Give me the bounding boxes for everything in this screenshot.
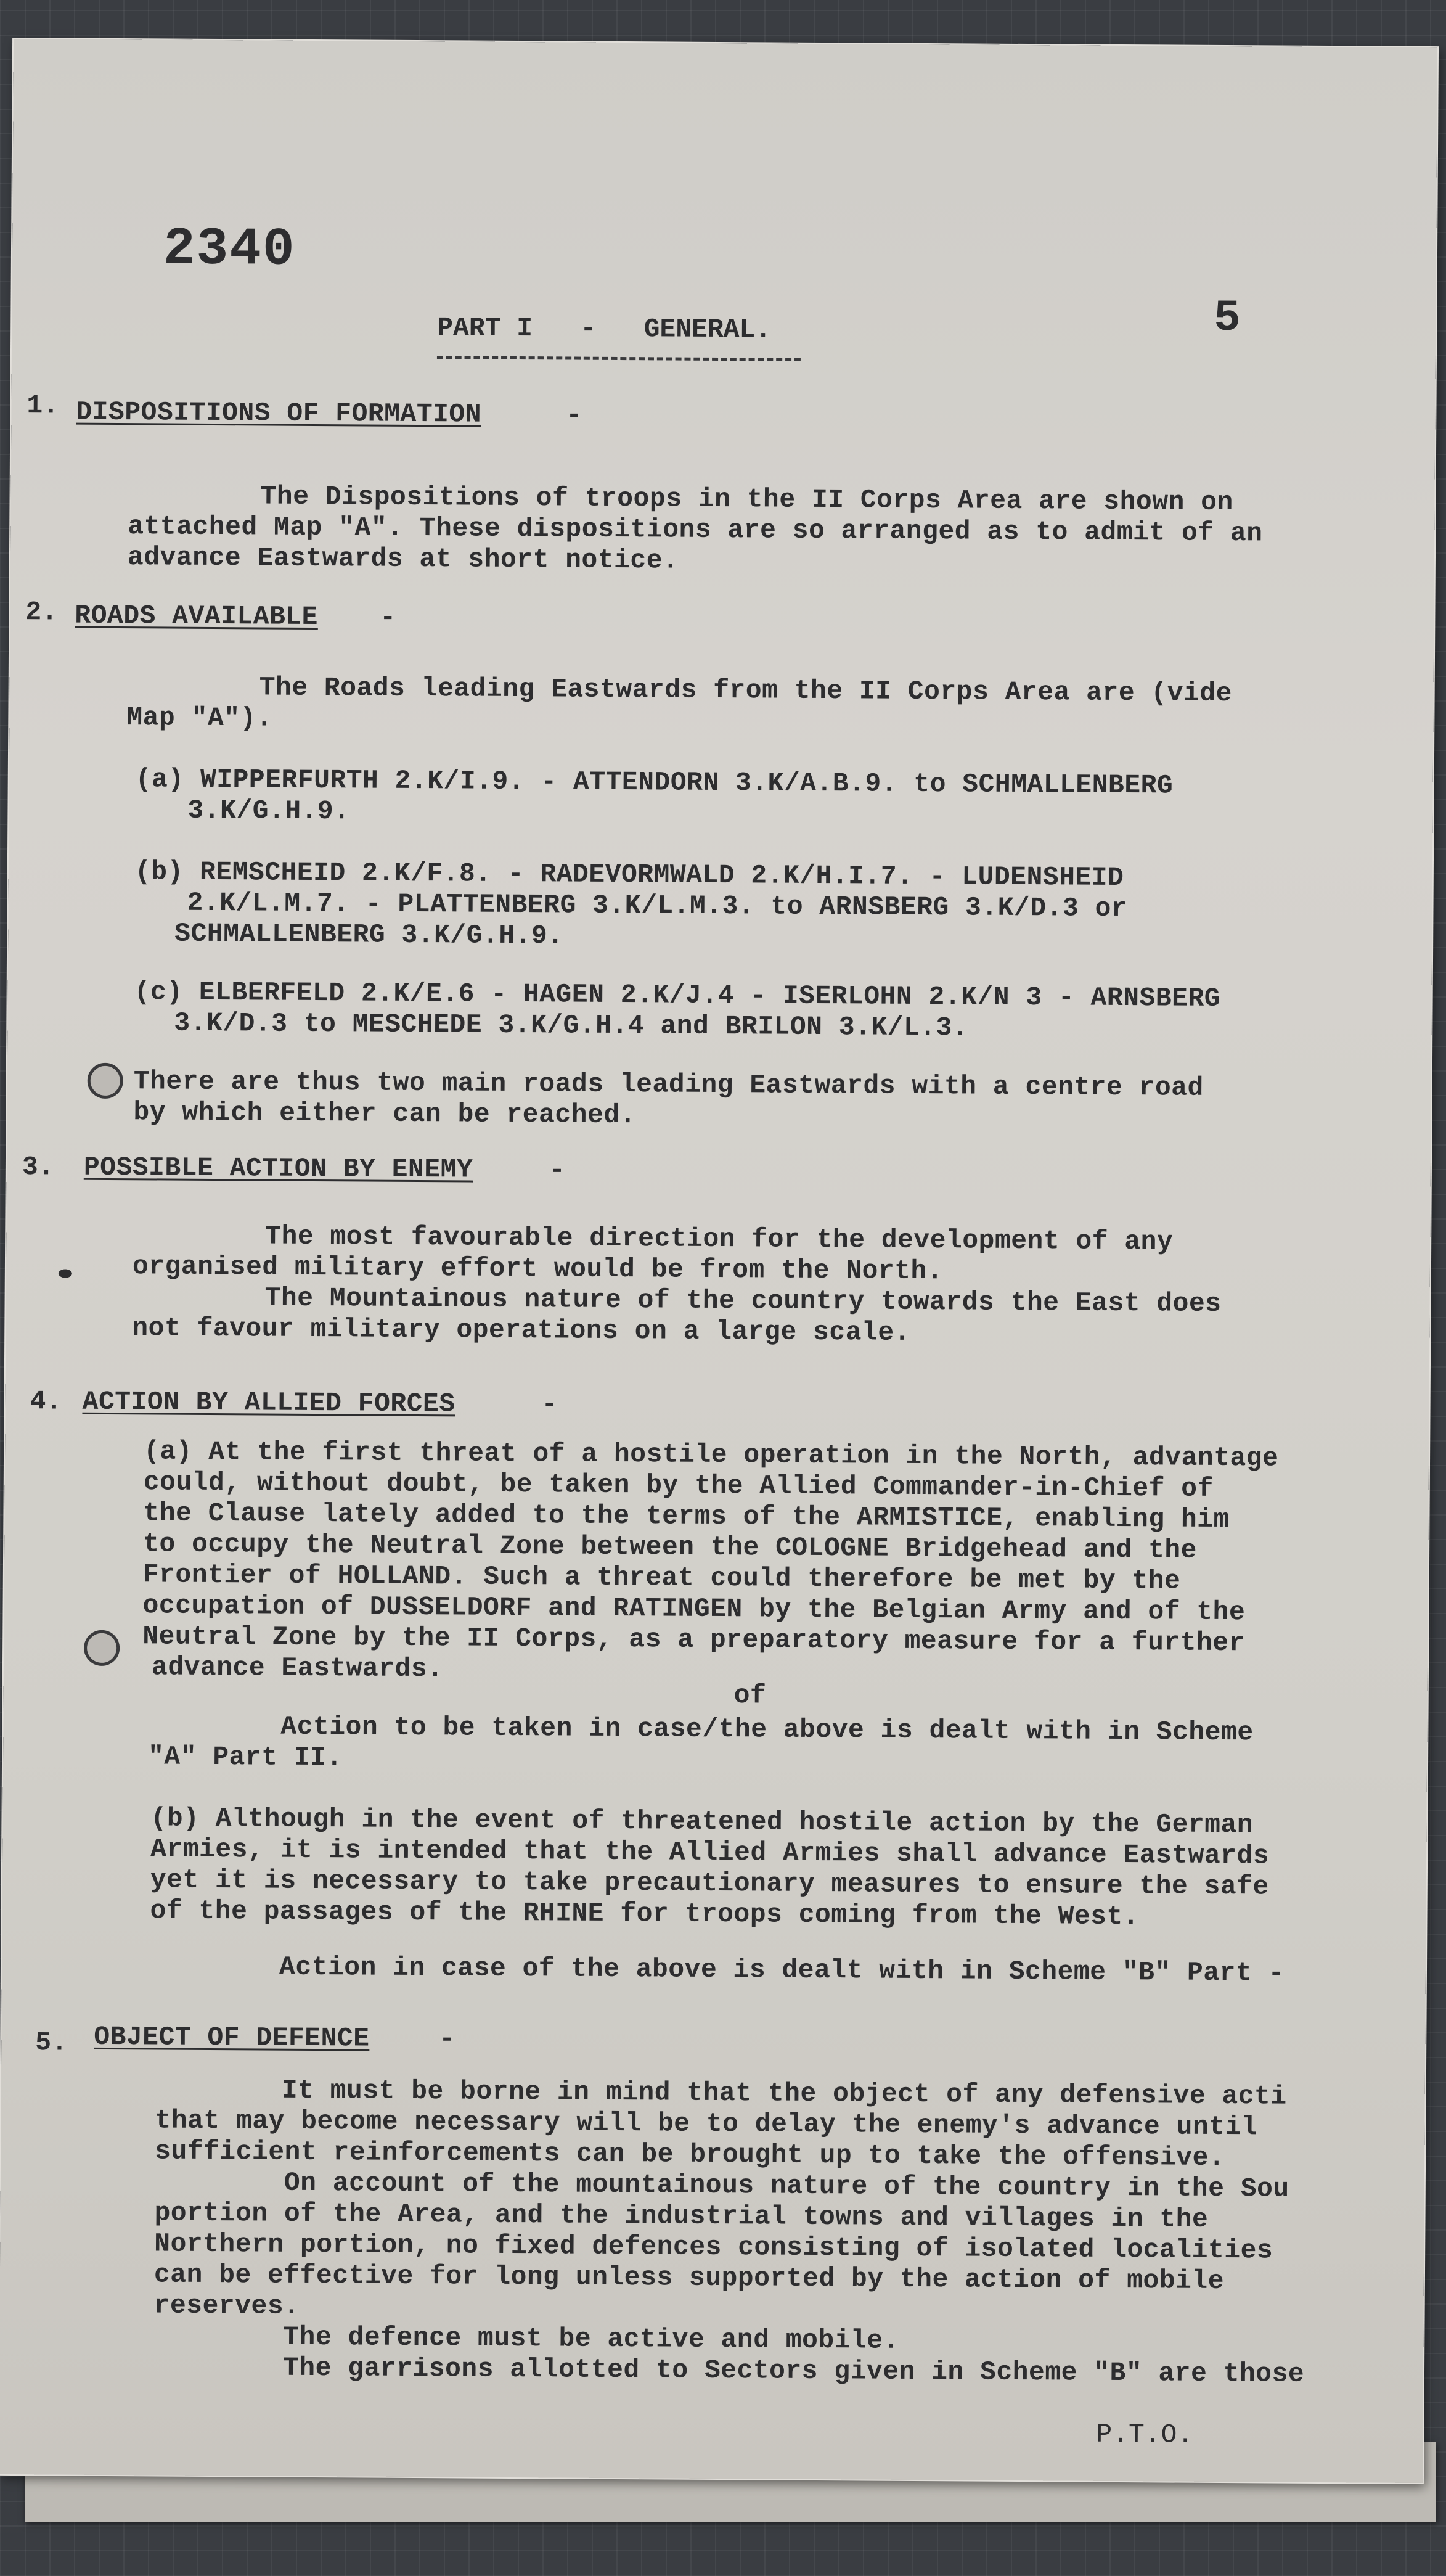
section-4a-line: to occupy the Neutral Zone between the COLOGNE Bridgehead and the bbox=[143, 1528, 1198, 1565]
section-4-heading: ACTION BY ALLIED FORCES bbox=[82, 1386, 455, 1419]
document-number: 2340 bbox=[163, 218, 296, 280]
road-b-line: SCHMALLENBERG 3.K/G.H.9. bbox=[174, 918, 564, 951]
section-2-intro: Map "A"). bbox=[126, 702, 273, 734]
page-title: PART I - GENERAL. bbox=[437, 313, 772, 345]
section-5-line: reserves. bbox=[153, 2290, 300, 2321]
section-5-line: It must be borne in mind that the object of any defensive acti bbox=[281, 2075, 1287, 2112]
punch-hole-lower bbox=[84, 1630, 120, 1666]
handwritten-insert: of bbox=[733, 1680, 767, 1711]
section-5-line: The defence must be active and mobile. bbox=[283, 2321, 900, 2356]
road-a-line: (a) WIPPERFURTH 2.K/I.9. - ATTENDORN 3.K/A.B.9. to SCHMALLENBERG bbox=[135, 764, 1174, 801]
section-5-line: that may become necessary will be to delay the enemy's advance until bbox=[155, 2105, 1258, 2143]
section-3-line: not favour military operations on a large scale. bbox=[132, 1313, 911, 1348]
section-5-line: Northern portion, no fixed defences consisting of isolated localities bbox=[154, 2228, 1273, 2266]
section-1-heading: DISPOSITIONS OF FORMATION bbox=[76, 396, 482, 430]
section-5-line: sufficient reinforcements can be brought up to take the offensive. bbox=[155, 2136, 1225, 2173]
section-4b-line: of the passages of the RHINE for troops coming from the West. bbox=[150, 1895, 1140, 1932]
section-3-line: organised military effort would be from the North. bbox=[132, 1251, 944, 1287]
section-3-dash: - bbox=[549, 1155, 566, 1186]
road-c-line: 3.K/D.3 to MESCHEDE 3.K/G.H.4 and BRILON 3.K/L.3. bbox=[174, 1007, 969, 1043]
section-2-closing: by which either can be reached. bbox=[133, 1097, 637, 1131]
section-1-line: attached Map "A". These dispositions are so arranged as to admit of an bbox=[128, 511, 1263, 549]
section-4b-action: Action in case of the above is dealt with in Scheme "B" Part - bbox=[279, 1951, 1285, 1988]
section-5-line: The garrisons allotted to Sectors given in Scheme "B" are those bbox=[282, 2352, 1305, 2389]
road-b-line: (b) REMSCHEID 2.K/F.8. - RADEVORMWALD 2.K/H.I.7. - LUDENSHEID bbox=[134, 856, 1124, 893]
section-5-line: portion of the Area, and the industrial towns and villages in the bbox=[154, 2197, 1209, 2234]
section-5-line: On account of the mountainous nature of the country in the Sou bbox=[284, 2167, 1289, 2204]
section-2-number: 2. bbox=[25, 597, 59, 628]
section-3-heading: POSSIBLE ACTION BY ENEMY bbox=[83, 1152, 473, 1185]
section-2-intro: The Roads leading Eastwards from the II Corps Area are (vide bbox=[259, 672, 1233, 709]
section-1-number: 1. bbox=[27, 390, 60, 421]
section-4a-line: Frontier of HOLLAND. Such a threat could therefore be met by the bbox=[142, 1559, 1181, 1596]
section-2-closing: There are thus two main roads leading Eastwards with a centre road bbox=[133, 1066, 1204, 1103]
section-4b-line: yet it is necessary to take precautionary measures to ensure the safe bbox=[150, 1864, 1269, 1902]
section-1-line: The Dispositions of troops in the II Corps Area are shown on bbox=[260, 481, 1233, 518]
section-4a-line: (a) At the first threat of a hostile operation in the North, advantage bbox=[143, 1436, 1279, 1474]
section-4a-line: advance Eastwards. bbox=[151, 1652, 444, 1684]
section-4a-line: the Clause lately added to the terms of the ARMISTICE, enabling him bbox=[143, 1498, 1230, 1535]
section-4a-line: could, without doubt, be taken by the Allied Commander-in-Chief of bbox=[143, 1467, 1214, 1504]
section-4-number: 4. bbox=[30, 1386, 63, 1417]
pto-note: P.T.O. bbox=[1096, 2419, 1194, 2450]
road-c-line: (c) ELBERFELD 2.K/E.6 - HAGEN 2.K/J.4 - ISERLOHN 2.K/N 3 - ARNSBERG bbox=[134, 977, 1221, 1014]
section-5-line: can be effective for long unless supported by the action of mobile bbox=[153, 2259, 1225, 2297]
section-4-dash: - bbox=[541, 1389, 558, 1420]
ink-mark bbox=[59, 1269, 72, 1278]
section-3-line: The most favourable direction for the development of any bbox=[265, 1221, 1174, 1257]
section-4a-line: Neutral Zone by the II Corps, as a preparatory measure for a further bbox=[142, 1621, 1246, 1659]
section-3-number: 3. bbox=[22, 1152, 55, 1183]
section-2-dash: - bbox=[380, 602, 396, 633]
title-underline bbox=[437, 356, 801, 361]
road-b-line: 2.K/L.M.7. - PLATTENBERG 3.K/L.M.3. to ARNSBERG 3.K/D.3 or bbox=[187, 887, 1128, 924]
section-1-line: advance Eastwards at short notice. bbox=[127, 542, 679, 576]
section-4b-line: (b) Although in the event of threatened hostile action by the German bbox=[150, 1803, 1254, 1840]
section-5-number: 5. bbox=[35, 2027, 68, 2058]
document-page bbox=[0, 39, 1437, 2483]
punch-hole-upper bbox=[88, 1063, 123, 1099]
page-number: 5 bbox=[1214, 292, 1241, 344]
section-4a-action: "A" Part II. bbox=[147, 1741, 343, 1773]
section-4b-line: Armies, it is intended that the Allied Armies shall advance Eastwards bbox=[150, 1834, 1270, 1871]
section-4a-action: Action to be taken in case/the above is dealt with in Scheme bbox=[280, 1711, 1254, 1748]
section-5-heading: OBJECT OF DEFENCE bbox=[94, 2021, 370, 2054]
section-1-dash: - bbox=[566, 400, 582, 430]
section-3-line: The Mountainous nature of the country towards the East does bbox=[264, 1282, 1222, 1319]
road-a-line: 3.K/G.H.9. bbox=[187, 795, 350, 827]
section-2-heading: ROADS AVAILABLE bbox=[75, 600, 319, 633]
section-5-dash: - bbox=[439, 2024, 455, 2054]
section-4a-line: occupation of DUSSELDORF and RATINGEN by the Belgian Army and of the bbox=[142, 1590, 1246, 1628]
